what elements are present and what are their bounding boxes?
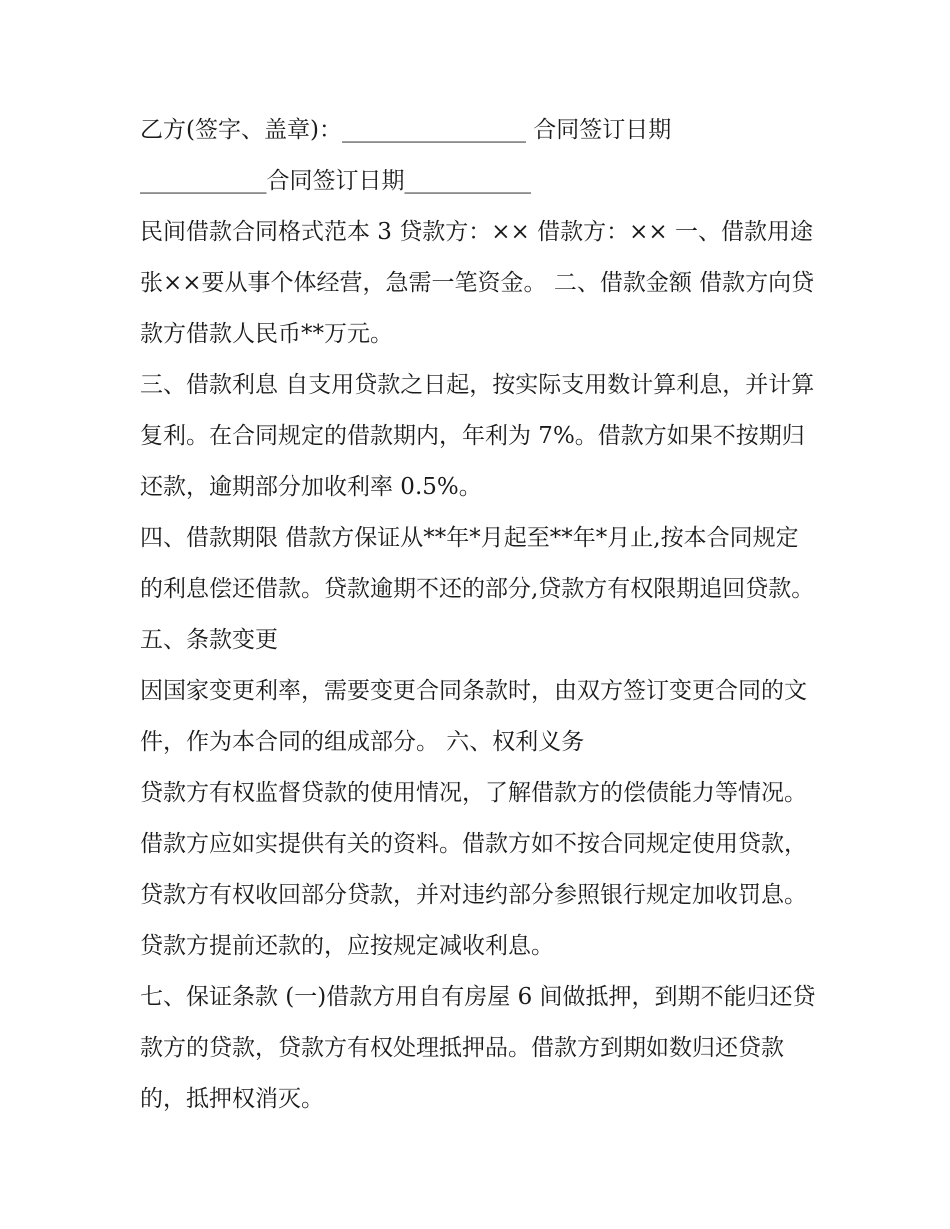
paragraph-guarantee: 七、保证条款 (一)借款方用自有房屋 6 间做抵押，到期不能归还贷款方的贷款，贷款方有权处理抵押品。借款方到期如数归还贷款的，抵押权消灭。 — [140, 984, 816, 1112]
paragraph-interest: 三、借款利息 自支用贷款之日起，按实际支用数计算利息，并计算复利。在合同规定的借款期内，年利为 7%。借款方如果不按期归还款，逾期部分加收利率 0.5%。 — [140, 372, 815, 500]
document-body — [140, 105, 820, 1125]
paragraph-term: 四、借款期限 借款方保证从**年*月起至**年*月止,按本合同规定的利息偿还借款。贷款逾期不还的部分,贷款方有权限期追回贷款。 五、条款变更 — [140, 525, 822, 653]
paragraph-clause-change: 因国家变更利率，需要变更合同条款时，由双方签订变更合同的文件，作为本合同的组成部分。 六、权利义务 — [140, 678, 807, 755]
signature-line-party-b: 乙方(签字、盖章)：________________ 合同签订日期 — [140, 117, 672, 143]
paragraph-rights-obligations: 贷款方有权监督贷款的使用情况，了解借款方的偿债能力等情况。借款方应如实提供有关的资料。借款方如不按合同规定使用贷款，贷款方有权收回部分贷款，并对违约部分参照银行规定加收罚息。贷款方提前还款的，应按规定减收利息。 — [140, 780, 807, 959]
paragraph-intro-purpose-amount: 民间借款合同格式范本 3 贷款方：×× 借款方：×× 一、借款用途 张××要从事个体经营，急需一笔资金。 二、借款金额 借款方向贷款方借款人民币**万元。 — [140, 219, 821, 347]
signature-line-date: ___________合同签订日期___________ — [140, 168, 531, 194]
